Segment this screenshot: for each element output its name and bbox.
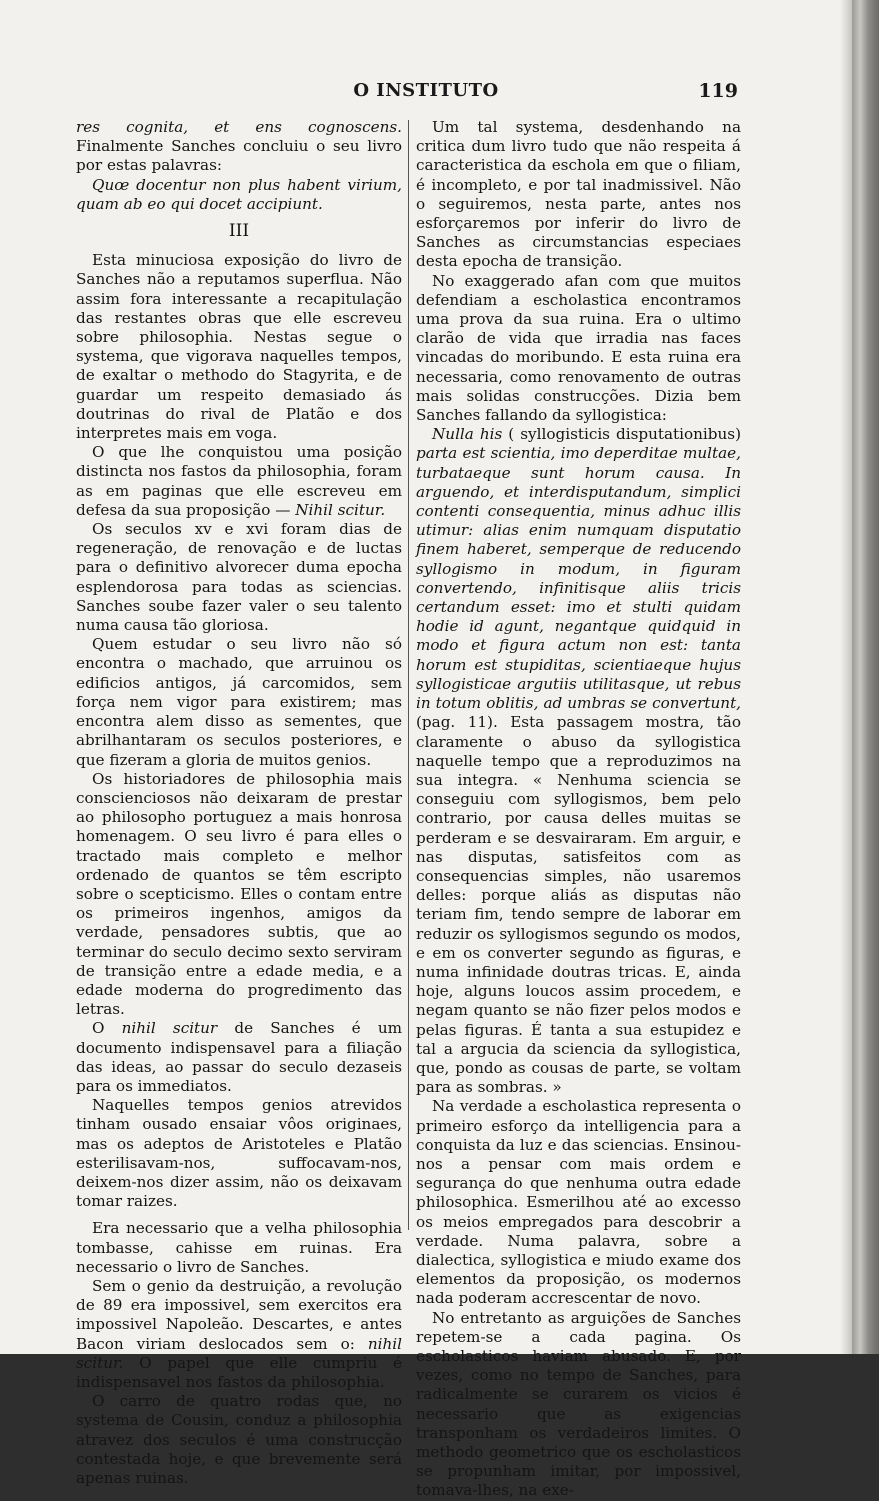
running-head-title: O INSTITUTO [353,80,499,101]
right-column [416,118,741,1501]
paragraph: Naquelles tempos genios atrevidos tinham ousado ensaiar vôos originaes, mas os adeptos de Aristoteles e Platão esterilisavam-nos, suffocavam-nos, deixem-nos dizer assim, não os deixavam tomar raizes. [76,1096,402,1211]
paragraph: No entretanto as arguições de Sanches repetem-se a cada pagina. Os escholasticos haviam abusado. E, por vezes, como no tempo de Sanches, para radicalmente se curarem os vicios é necessario que as exigencias transponham os verdadeiros limites. O methodo geometrico que os escholasticos se propunham imitar, por impossivel, tomava-lhes, na exe- [416,1308,741,1500]
paragraph: Os historiadores de philosophia mais conscienciosos não deixaram de prestar ao philosopho portuguez a mais honrosa homenagem. O seu livro é para elles o tractado mais completo e melhor ordenado de quantos se têm escripto sobre o scepticismo. Elles o contam entre os primeiros ingenhos, amigos da verdade, pensadores subtis, que ao terminar do seculo decimo sexto serviram de transição entre a edade media, e a edade moderna do progredimento das letras. [76,769,402,1019]
latin-quote: Quœ docentur non plus habent virium, quam ab eo qui docet accipiunt. [76,175,402,213]
paragraph-text: ( syllogisticis disputationibus) [502,425,741,444]
paragraph: O carro de quatro rodas que, no systema de Cousin, conduz a philosophia atravez dos seculos é uma construcção contestada hoje, e que brevemente será apenas ruinas. [76,1392,402,1488]
paragraph-text: Sem o genio da destruição, a revolução de 89 era impossivel, sem exercitos era impossivel Napoleão. Descartes, e antes Bacon viriam deslocados sem o: [76,1276,402,1353]
latin-quote: parta est scientia, imo deperditae multae, turbataeque sunt horum causa. In arguendo, et interdisputandum, simplici contenti consequentia, minus adhuc illis utimur: alias enim numquam disputatio finem haberet, semperque de reducendo syllogismo in modum, in figuram convertendo, infinitisque aliis tricis certandum esset: imo et stulti quidam hodie id agunt, negantque quidquid in modo et figura actum non est: tanta horum est stupiditas, scientiaeque hujus syllogisticae argutiis utilitasque, ut rebus in totum oblitis, ad umbras se convertunt, [416,444,741,713]
paragraph [76,1277,402,1392]
column-divider [408,120,409,1230]
paragraph-text: (pag. 11). Esta passagem mostra, tão claramente o abuso da syllogistica naquelle tempo que a reproduzimos na sua integra. « Nenhuma sciencia se conseguiu com syllogismos, bem pelo contrario, por causa delles muitas se perderam e se desvairaram. Em arguir, e nas disputas, satisfeitos com as consequencias simples, não usaremos delles: porque aliás as disputas não teriam fim, tendo sempre de laborar em reduzir os syllogismos segundo os modos, e em os converter segundo as figuras, e numa infinidade doutras tricas. E, ainda hoje, alguns loucos assim procedem, e negam quanto se não fizer pelos modos e pelas figuras. É tanta a sua estupidez e tal a argucia da sciencia da syllogistica, que, pondo as cousas de parte, se voltam para as sombras. » [416,713,741,1097]
paragraph [76,118,402,176]
paragraph [416,425,741,1097]
italic-phrase: Nulla his [432,425,503,444]
paragraph: No exaggerado afan com que muitos defendiam a escholastica encontramos uma prova da sua ruina. Era o ultimo clarão de vida que irradia nas faces vincadas do moribundo. E esta ruina era necessaria, como renovamento de outras mais solidas construcções. Dizia bem Sanches fallando da syllogistica: [416,271,741,425]
paragraph-text: O papel que elle cumpriu é indispensavel nos fastos da philosophia. [76,1353,402,1391]
italic-phrase: nihil scitur [121,1019,218,1038]
left-column [76,118,402,1488]
paragraph: Quem estudar o seu livro não só encontra o machado, que arruinou os edificios antigos, já carcomidos, sem força nem vigor para existirem; mas encontra alem disso as sementes, que abrilhantaram os seculos posteriores, e que fizeram a gloria de muitos genios. [76,635,402,769]
paragraph [76,443,402,520]
italic-phrase: nihil scitur. [76,1334,402,1372]
paragraph: Era necessario que a velha philosophia tombasse, cahisse em ruinas. Era necessario o livro de Sanches. [76,1219,402,1276]
paragraph: Esta minuciosa exposição do livro de Sanches não a reputamos superflua. Não assim fora interessante a recapitulação das restantes obras que elle escreveu sobre philosophia. Nestas segue o systema, que vigorava naquelles tempos, de exaltar o methodo do Stagyrita, e de guardar um respeito demasiado ás doutrinas do rival de Platão e dos interpretes mais em voga. [76,251,402,443]
paragraph [76,1019,402,1096]
paragraph-text: Finalmente Sanches concluiu o seu livro por estas palavras: [76,137,402,175]
paragraph-text: de Sanches é um documento indispensavel para a filiação das ideas, ao passar do seculo dezaseis para os immediatos. [76,1019,402,1095]
paragraph-text: O [92,1019,122,1038]
page-shadow [840,0,852,1354]
paragraph: Na verdade a escholastica representa o primeiro esforço da intelligencia para a conquista da luz e das sciencias. Ensinou-nos a pensar com mais ordem e segurança do que nenhuma outra edade philosophica. Esmerilhou até ao excesso os meios empregados para descobrir a verdade. Numa palavra, sobre a dialectica, syllogistica e miudo exame dos elementos da proposição, os modernos nada poderam accrescentar de novo. [416,1097,741,1308]
paragraph: Os seculos xv e xvi foram dias de regeneração, de renovação e de luctas para o definitivo alvorecer duma epocha esplendorosa para todas as sciencias. Sanches soube fazer valer o seu talento numa causa tão gloriosa. [76,520,402,635]
book-edge [852,0,879,1354]
italic-phrase: Nihil scitur. [295,500,386,519]
paragraph-text: O que lhe conquistou uma posição distincta nos fastos da philosophia, foram as em paginas que elle escreveu em defesa da sua proposição — [76,443,402,519]
section-heading: III [228,221,250,242]
page-number: 119 [698,80,738,102]
paragraph: Um tal systema, desdenhando na critica dum livro tudo que não respeita á caracteristica da eschola em que o filiam, é incompleto, e por tal inadmissivel. Não o seguiremos, nesta parte, antes nos esforçaremos por inferir do livro de Sanches as circumstancias especiaes desta epocha de transição. [416,118,741,271]
italic-phrase: res cognita, et ens cognoscens. [76,118,402,136]
